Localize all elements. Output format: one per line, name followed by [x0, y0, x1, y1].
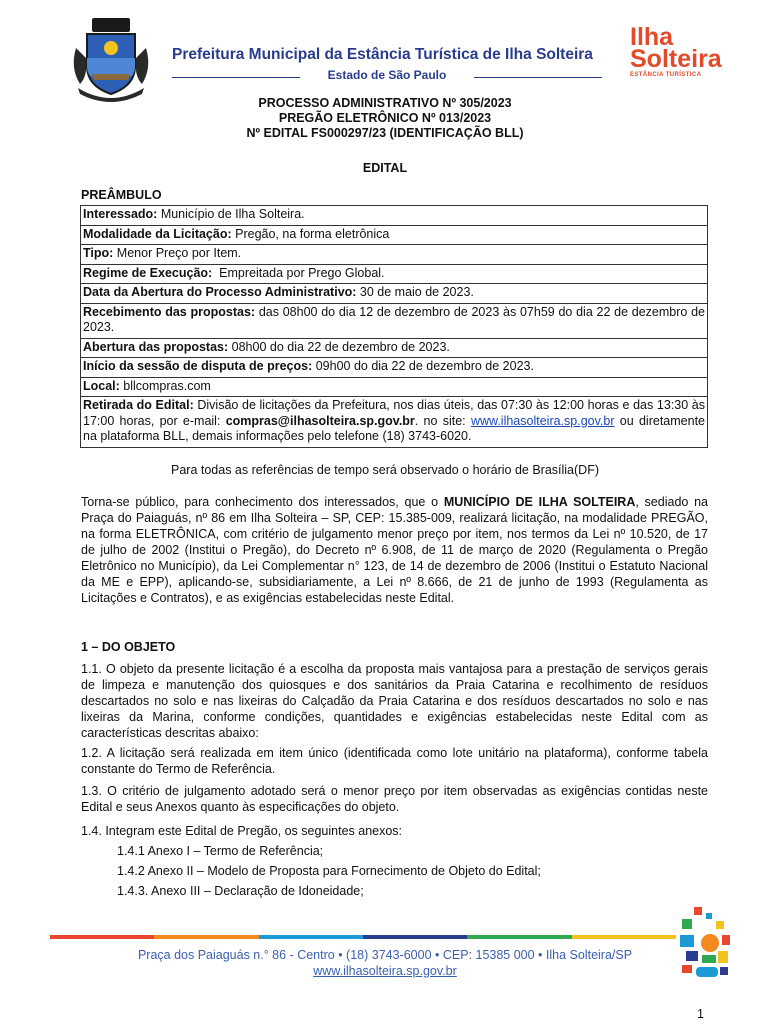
email-address: compras@ilhasolteira.sp.gov.br — [225, 413, 415, 428]
logo-word-1: Ilha — [630, 23, 674, 51]
table-row — [81, 397, 708, 448]
table-row — [81, 377, 708, 397]
row-value: Menor Preço por Item. — [113, 246, 242, 260]
table-row — [81, 206, 708, 226]
retirada-text: . no site: — [414, 413, 471, 428]
row-label: Recebimento das propostas: — [83, 304, 256, 319]
row-value: Empreitada por Prego Global. — [212, 265, 385, 280]
page-header — [0, 0, 770, 100]
logo-tagline: ESTÂNCIA TURÍSTICA — [630, 72, 702, 78]
table-row — [81, 245, 708, 265]
row-label: Abertura das propostas: — [83, 339, 229, 354]
footer-color-band — [50, 935, 676, 939]
table-row — [81, 225, 708, 245]
row-value: 09h00 do dia 22 de dezembro de 2023. — [312, 359, 534, 373]
preambulo-table — [80, 205, 708, 448]
preambulo-title: PREÂMBULO — [81, 188, 162, 202]
row-label: Modalidade da Licitação: — [83, 226, 232, 241]
row-label: Interessado: — [83, 207, 158, 221]
table-row — [81, 264, 708, 284]
section-title-objeto: 1 – DO OBJETO — [81, 640, 176, 654]
band-segment — [572, 935, 676, 939]
band-segment — [50, 935, 154, 939]
header-subtitle-row — [172, 68, 602, 84]
row-value: Pregão, na forma eletrônica — [231, 226, 390, 241]
coat-of-arms-icon — [70, 18, 152, 102]
intro-text: Torna-se público, para conhecimento dos interessados, que o — [81, 495, 444, 509]
footer-website-link[interactable]: www.ilhasolteira.sp.gov.br — [313, 964, 457, 978]
retirada-text: ou diretamente na plataforma BLL, demais informações pelo telefone (18) 3743-6020. — [83, 413, 705, 443]
intro-paragraph — [81, 494, 708, 606]
paragraph-1-1: 1.1. O objeto da presente licitação é a escolha da proposta mais vantajosa para a prestação de serviços gerais de limpeza e manutenção dos quiosques e dos sanitários da Praia Catarina e recolhimento de resíduos descartados no solo e nas lixeiras do Calçadão da Praia Catarina e dos resíduos descartados no solo e nas lixeiras da Marina, conforme condições, quantidades e exigências estabelecidas neste Edital com as características descritas abaixo: — [81, 662, 708, 740]
heading-processo: PROCESSO ADMINISTRATIVO Nº 305/2023 — [258, 96, 512, 110]
retirada-text: Divisão de licitações da Prefeitura, nos dias úteis, das 07:30 às 12:00 horas e das 13:30 às 17:00 horas, por e-mail: — [83, 398, 705, 428]
table-row — [81, 358, 708, 378]
row-label: Início da sessão de disputa de preços: — [83, 359, 313, 373]
row-value: das 08h00 do dia 12 de dezembro de 2023 às 07h59 do dia 22 de dezembro de 2023. — [83, 304, 705, 334]
page-number: 1 — [697, 1007, 704, 1021]
header-subtitle: Estado de São Paulo — [324, 68, 451, 82]
band-segment — [259, 935, 363, 939]
paragraph-1-2: 1.2. A licitação será realizada em item único (identificada como lote unitário na plataforma), conforme tabela constante do Termo de Referência. — [81, 746, 708, 776]
intro-text: , sediado na Praça do Paiaguás, nº 86 em Ilha Solteira – SP, CEP: 15.385-009, realizará licitação, na modalidade PREGÃO, na forma ELETRÔNICA, com critério de julgamento menor preço por item, nos termos da Lei nº 10.520, de 17 de julho de 2002 (Institui o Pregão), do Decreto nº 6.908, de 11 de março de 2020 (Regulamenta o Pregão Eletrônico no Município), da Lei Complementar n° 123, de 14 de dezembro de 2006 (Institui o Estatuto Nacional da ME e EPP), aplicando-se, subsidiariamente, a Lei nº 8.666, de 21 de junho de 1993 (Regulamenta as Licitações e Contratos), e as exigências estabelecidas neste Edital. — [81, 495, 708, 605]
table-row — [81, 284, 708, 304]
row-label: Data da Abertura do Processo Administrativo: — [83, 285, 357, 299]
annex-item: 1.4.3. Anexo III – Declaração de Idoneidade; — [117, 884, 364, 898]
annex-item: 1.4.1 Anexo I – Termo de Referência; — [117, 844, 324, 858]
paragraph-1-3: 1.3. O critério de julgamento adotado será o menor preço por item observadas as exigências contidas neste Edital e seus Anexos quanto às especificações do objeto. — [81, 784, 708, 814]
time-reference-note: Para todas as referências de tempo será observado o horário de Brasília(DF) — [171, 463, 599, 477]
paragraph-1-4: 1.4. Integram este Edital de Pregão, os seguintes anexos: — [81, 824, 403, 838]
row-label: Tipo: — [83, 246, 114, 260]
heading-edital: EDITAL — [362, 161, 408, 175]
row-label: Retirada do Edital: — [83, 398, 194, 412]
band-segment — [154, 935, 258, 939]
row-value: Município de Ilha Solteira. — [157, 207, 305, 221]
row-value: 30 de maio de 2023. — [356, 285, 474, 299]
footer-address: Praça dos Paiaguás n.° 86 - Centro • (18) 3743-6000 • CEP: 15385 000 • Ilha Solteira/SP — [137, 948, 633, 962]
table-row — [81, 303, 708, 338]
ilha-solteira-logo — [630, 23, 722, 78]
logo-word-2: Solteira — [630, 45, 722, 73]
band-segment — [363, 935, 467, 939]
row-label: Local: — [83, 378, 120, 393]
heading-edital-number: Nº EDITAL FS000297/23 (IDENTIFICAÇÃO BLL) — [246, 126, 524, 140]
heading-pregao: PREGÃO ELETRÔNICO Nº 013/2023 — [278, 111, 492, 125]
row-label: Regime de Execução: — [83, 265, 213, 280]
row-value: bllcompras.com — [119, 378, 211, 393]
header-title: Prefeitura Municipal da Estância Turística de Ilha Solteira — [172, 46, 593, 63]
annex-item: 1.4.2 Anexo II – Modelo de Proposta para Fornecimento de Objeto do Edital; — [117, 864, 541, 878]
table-row — [81, 338, 708, 358]
municipality-name: MUNICÍPIO DE ILHA SOLTEIRA — [443, 495, 636, 509]
row-value: 08h00 do dia 22 de dezembro de 2023. — [228, 339, 450, 354]
band-segment — [467, 935, 571, 939]
website-link[interactable]: www.ilhasolteira.sp.gov.br — [470, 413, 615, 428]
